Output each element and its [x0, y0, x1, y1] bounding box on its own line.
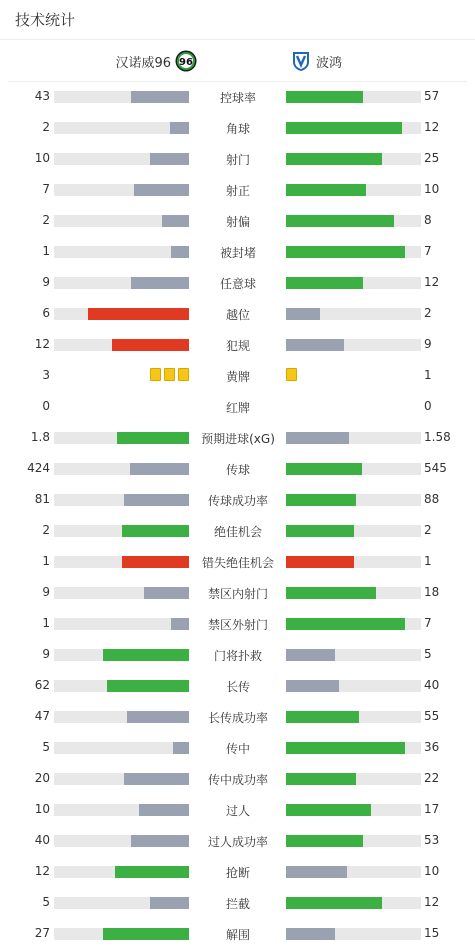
- away-bar-track: [286, 928, 421, 940]
- home-bar-fill: [134, 184, 189, 196]
- home-team[interactable]: [115, 50, 197, 72]
- away-value: 17: [424, 802, 440, 816]
- stat-label: 长传成功率: [207, 711, 268, 725]
- away-value: 545: [424, 461, 447, 475]
- stat-label: 任意球: [219, 277, 256, 291]
- home-bar-track: [54, 153, 189, 165]
- home-bar-track: [54, 618, 189, 630]
- stat-label: 禁区内射门: [207, 587, 268, 601]
- home-value: 40: [34, 833, 50, 847]
- home-bar-fill: [130, 463, 189, 475]
- home-value: 43: [34, 89, 50, 103]
- home-bar-track: [54, 742, 189, 754]
- away-bar-track: [286, 835, 421, 847]
- away-value: 15: [424, 926, 440, 940]
- stat-row: [0, 856, 475, 887]
- home-bar-track: [54, 463, 189, 475]
- away-bar-fill: [286, 246, 405, 258]
- home-bar-fill: [124, 773, 189, 785]
- yellow-card-icon: [178, 368, 189, 381]
- away-value: 9: [424, 337, 432, 351]
- home-bar-fill: [131, 91, 189, 103]
- stat-label: 射正: [225, 184, 250, 198]
- home-bar-track: [54, 928, 189, 940]
- hannover-badge-icon: [175, 50, 197, 72]
- away-value: 25: [424, 151, 440, 165]
- away-bar-fill: [286, 773, 356, 785]
- stat-row: [0, 577, 475, 608]
- home-bar-track: [54, 525, 189, 537]
- home-value: 5: [42, 740, 50, 754]
- stat-row: [0, 546, 475, 577]
- stat-label: 越位: [225, 308, 250, 322]
- away-bar-fill: [286, 711, 359, 723]
- away-value: 1: [424, 554, 432, 568]
- away-bar-track: [286, 742, 421, 754]
- home-bar-fill: [103, 928, 189, 940]
- away-bar-track: [286, 246, 421, 258]
- away-value: 12: [424, 895, 440, 909]
- home-value: 12: [34, 864, 50, 878]
- away-bar-fill: [286, 556, 354, 568]
- away-bar-fill: [286, 153, 382, 165]
- home-value: 2: [42, 120, 50, 134]
- stat-row: [0, 887, 475, 918]
- stat-row: [0, 143, 475, 174]
- stat-row: [0, 918, 475, 949]
- home-bar-fill: [88, 308, 189, 320]
- home-value: 6: [42, 306, 50, 320]
- home-bar-fill: [122, 556, 190, 568]
- stat-row: [0, 360, 475, 391]
- away-bar-track: [286, 587, 421, 599]
- stat-label: 犯规: [225, 339, 250, 353]
- stat-label: 长传: [225, 680, 250, 694]
- page-title: 技术统计: [15, 11, 76, 29]
- home-bar-track: [54, 215, 189, 227]
- away-value: 10: [424, 182, 440, 196]
- stat-label: 过人: [225, 804, 250, 818]
- away-bar-fill: [286, 897, 382, 909]
- yellow-card-icon: [150, 368, 161, 381]
- stat-row: [0, 794, 475, 825]
- away-value: 12: [424, 275, 440, 289]
- stat-label: 传球: [225, 463, 250, 477]
- stat-row: [0, 701, 475, 732]
- away-value: 10: [424, 864, 440, 878]
- stat-row: [0, 608, 475, 639]
- stat-row: [0, 391, 475, 422]
- stat-label: 拦截: [225, 897, 250, 911]
- stat-label: 解围: [225, 928, 250, 942]
- home-bar-track: [54, 494, 189, 506]
- home-bar-fill: [117, 432, 189, 444]
- stat-row: [0, 267, 475, 298]
- home-bar-fill: [162, 215, 189, 227]
- stat-label: 被封堵: [219, 246, 256, 260]
- home-bar-track: [54, 866, 189, 878]
- away-bar-track: [286, 711, 421, 723]
- away-bar-track: [286, 184, 421, 196]
- stat-label: 传球成功率: [207, 494, 268, 508]
- stat-label: 角球: [225, 122, 250, 136]
- away-value: 0: [424, 399, 432, 413]
- stat-row: [0, 732, 475, 763]
- stat-label: 抢断: [225, 866, 250, 880]
- yellow-card-icon: [164, 368, 175, 381]
- stats-list: [0, 81, 475, 949]
- away-bar-fill: [286, 494, 356, 506]
- away-team[interactable]: [290, 50, 342, 72]
- away-bar-fill: [286, 680, 339, 692]
- away-bar-fill: [286, 339, 344, 351]
- away-value: 5: [424, 647, 432, 661]
- home-bar-track: [54, 308, 189, 320]
- home-bar-track: [54, 835, 189, 847]
- away-bar-fill: [286, 308, 320, 320]
- home-value: 1: [42, 554, 50, 568]
- home-bar-fill: [103, 649, 189, 661]
- home-value: 62: [34, 678, 50, 692]
- home-value: 2: [42, 523, 50, 537]
- stat-row: [0, 329, 475, 360]
- away-bar-fill: [286, 525, 354, 537]
- away-value: 2: [424, 306, 432, 320]
- away-value: 8: [424, 213, 432, 227]
- stat-label: 绝佳机会: [213, 525, 262, 539]
- away-bar-fill: [286, 277, 363, 289]
- stat-row: [0, 205, 475, 236]
- home-bar-fill: [107, 680, 189, 692]
- home-value: 47: [34, 709, 50, 723]
- yellow-card-icon: [286, 368, 297, 381]
- team-header: [8, 40, 467, 82]
- away-bar-track: [286, 897, 421, 909]
- stat-row: [0, 112, 475, 143]
- stat-row: [0, 422, 475, 453]
- home-value: 27: [34, 926, 50, 940]
- stat-label: 过人成功率: [207, 835, 268, 849]
- stat-label: 红牌: [225, 401, 250, 415]
- home-value: 9: [42, 585, 50, 599]
- home-bar-track: [54, 587, 189, 599]
- page-header: [0, 0, 475, 40]
- away-bar-fill: [286, 866, 347, 878]
- away-value: 2: [424, 523, 432, 537]
- home-bar-fill: [171, 618, 189, 630]
- away-value: 7: [424, 244, 432, 258]
- away-value: 1.58: [424, 430, 451, 444]
- home-bar-fill: [150, 153, 189, 165]
- away-bar-fill: [286, 432, 349, 444]
- home-value: 3: [42, 368, 50, 382]
- home-bar-fill: [122, 525, 190, 537]
- away-bar-fill: [286, 122, 402, 134]
- away-bar-track: [286, 91, 421, 103]
- home-bar-fill: [131, 277, 189, 289]
- home-value: 10: [34, 151, 50, 165]
- away-bar-fill: [286, 835, 363, 847]
- away-bar-fill: [286, 742, 405, 754]
- away-value: 53: [424, 833, 440, 847]
- home-bar-fill: [150, 897, 189, 909]
- stat-row: [0, 484, 475, 515]
- away-bar-track: [286, 804, 421, 816]
- away-bar-fill: [286, 649, 335, 661]
- away-cards: [286, 368, 297, 381]
- away-value: 57: [424, 89, 440, 103]
- home-team-name: 汉诺威96: [115, 55, 171, 71]
- home-bar-track: [54, 432, 189, 444]
- home-value: 1: [42, 244, 50, 258]
- away-value: 12: [424, 120, 440, 134]
- stat-label: 射偏: [225, 215, 250, 229]
- home-bar-track: [54, 773, 189, 785]
- stat-label: 传中成功率: [207, 773, 268, 787]
- away-value: 36: [424, 740, 440, 754]
- away-bar-track: [286, 618, 421, 630]
- home-bar-fill: [131, 835, 189, 847]
- stat-label: 射门: [225, 153, 250, 167]
- home-bar-track: [54, 556, 189, 568]
- away-bar-track: [286, 866, 421, 878]
- home-bar-track: [54, 184, 189, 196]
- home-value: 12: [34, 337, 50, 351]
- bochum-badge-icon: [290, 50, 312, 72]
- home-bar-track: [54, 339, 189, 351]
- home-value: 2: [42, 213, 50, 227]
- stat-row: [0, 763, 475, 794]
- away-value: 18: [424, 585, 440, 599]
- home-value: 81: [34, 492, 50, 506]
- away-bar-track: [286, 215, 421, 227]
- away-bar-track: [286, 773, 421, 785]
- home-bar-track: [54, 711, 189, 723]
- stat-label: 控球率: [219, 91, 256, 105]
- home-value: 10: [34, 802, 50, 816]
- away-bar-track: [286, 525, 421, 537]
- away-bar-track: [286, 308, 421, 320]
- home-value: 7: [42, 182, 50, 196]
- home-bar-track: [54, 246, 189, 258]
- away-bar-track: [286, 494, 421, 506]
- home-bar-fill: [139, 804, 189, 816]
- home-bar-track: [54, 680, 189, 692]
- stat-row: [0, 670, 475, 701]
- away-bar-track: [286, 277, 421, 289]
- home-value: 1: [42, 616, 50, 630]
- home-cards: [150, 368, 189, 381]
- stat-row: [0, 81, 475, 112]
- away-bar-track: [286, 649, 421, 661]
- stat-label: 预期进球(xG): [201, 432, 275, 446]
- svg-text:96: 96: [179, 57, 193, 68]
- home-value: 1.8: [30, 430, 50, 444]
- away-bar-fill: [286, 587, 376, 599]
- home-bar-fill: [124, 494, 189, 506]
- away-bar-fill: [286, 928, 335, 940]
- away-bar-track: [286, 680, 421, 692]
- away-bar-track: [286, 463, 421, 475]
- stat-label: 禁区外射门: [207, 618, 268, 632]
- away-bar-track: [286, 556, 421, 568]
- home-bar-track: [54, 91, 189, 103]
- home-bar-track: [54, 897, 189, 909]
- home-bar-track: [54, 649, 189, 661]
- home-value: 9: [42, 275, 50, 289]
- stat-row: [0, 236, 475, 267]
- away-value: 22: [424, 771, 440, 785]
- stat-row: [0, 515, 475, 546]
- away-value: 88: [424, 492, 440, 506]
- away-value: 1: [424, 368, 432, 382]
- home-bar-fill: [171, 246, 189, 258]
- home-bar-track: [54, 804, 189, 816]
- home-bar-fill: [115, 866, 189, 878]
- away-value: 7: [424, 616, 432, 630]
- away-team-name: 波鸿: [316, 55, 343, 71]
- away-bar-fill: [286, 618, 405, 630]
- home-value: 9: [42, 647, 50, 661]
- home-bar-fill: [173, 742, 189, 754]
- away-bar-track: [286, 153, 421, 165]
- stat-label: 传中: [225, 742, 250, 756]
- home-value: 0: [42, 399, 50, 413]
- stat-row: [0, 453, 475, 484]
- home-bar-fill: [127, 711, 189, 723]
- stat-row: [0, 174, 475, 205]
- away-bar-fill: [286, 804, 371, 816]
- home-bar-fill: [144, 587, 189, 599]
- away-bar-fill: [286, 215, 394, 227]
- away-value: 55: [424, 709, 440, 723]
- away-bar-fill: [286, 91, 363, 103]
- away-bar-fill: [286, 184, 366, 196]
- stat-row: [0, 825, 475, 856]
- stat-label: 门将扑救: [213, 649, 262, 663]
- home-value: 20: [34, 771, 50, 785]
- home-bar-fill: [170, 122, 189, 134]
- home-bar-fill: [112, 339, 189, 351]
- away-bar-track: [286, 122, 421, 134]
- away-value: 40: [424, 678, 440, 692]
- stat-label: 黄牌: [225, 370, 250, 384]
- home-value: 424: [27, 461, 50, 475]
- home-bar-track: [54, 122, 189, 134]
- away-bar-fill: [286, 463, 362, 475]
- home-value: 5: [42, 895, 50, 909]
- stat-label: 错失绝佳机会: [201, 556, 274, 570]
- home-bar-track: [54, 277, 189, 289]
- stat-row: [0, 639, 475, 670]
- stat-row: [0, 298, 475, 329]
- away-bar-track: [286, 432, 421, 444]
- away-bar-track: [286, 339, 421, 351]
